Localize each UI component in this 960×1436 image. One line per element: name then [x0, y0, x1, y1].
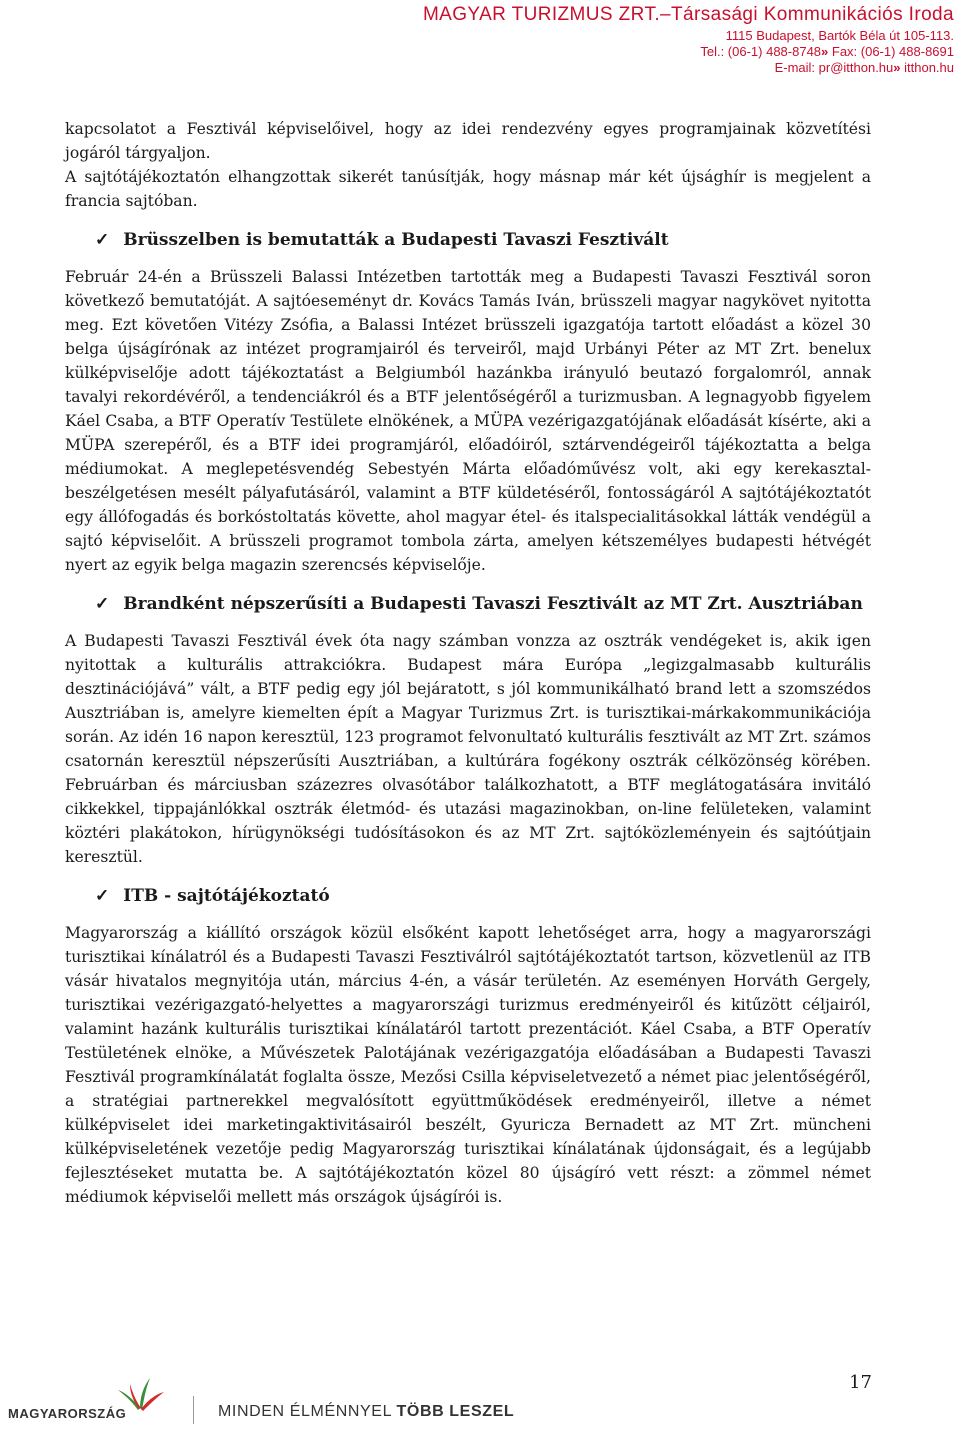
footer-country: MAGYARORSZÁG — [8, 1406, 127, 1421]
paragraph-intro-2: A sajtótájékoztatón elhangzottak sikerét tanúsítják, hogy másnap már két újsághír is megjelent a francia sajtóban. — [65, 168, 871, 210]
checkmark-icon: ✓ — [95, 230, 110, 250]
letterhead-phone: Tel.: (06-1) 488-8748» Fax: (06-1) 488-8691 — [700, 44, 954, 59]
document-body — [65, 117, 871, 1209]
footer-divider — [193, 1396, 194, 1424]
page-number: 17 — [849, 1372, 872, 1393]
paragraph-austria: A Budapesti Tavaszi Fesztivál évek óta nagy számban vonzza az osztrák vendégeket is, akik igen nyitottak a kulturális attrakciókra. Budapest mára Európa „legizgalmasabb kulturális desztinációjává” vált, a BTF pedig egy jól bejáratott, s jól kommunikálható brand lett a szomszédos Ausztriában is, amelyre kiemelten épít a Magyar Turizmus Zrt. is turisztikai-márkakommunikációja során. Az idén 16 napon keresztül, 123 programot felvonultató kulturális fesztivált az MT Zrt. számos csatornán keresztül népszerűsíti Ausztriában, a kultúrára fogékony osztrák célközönség körében. Februárban és márciusban százezres olvasótábor találkozhatott, a BTF meglátogatására invitáló cikkekkel, tippajánlókkal osztrák életmód- és utazási magazinokban, on-line felületeken, valamint köztéri plakátokon, hírügynökségi tudósításokon és az MT Zrt. sajtóközleményein és sajtóútjain keresztül. — [65, 632, 871, 866]
paragraph-intro: kapcsolatot a Fesztivál képviselőivel, hogy az idei rendezvény egyes programjainak közvetítési jogáról tárgyaljon. — [65, 120, 871, 162]
department-name: Társasági Kommunikációs Iroda — [671, 4, 954, 25]
paragraph-itb: Magyarország a kiállító országok közül elsőként kapott lehetőséget arra, hogy a magyarországi turisztikai kínálatról és a Budapesti Tavaszi Fesztiválról sajtótájékoztatót tartson, közvetlenül az ITB vásár hivatalos megnyitója után, március 4-én, a vásár területén. Az eseményen Horváth Gergely, turisztikai vezérigazgató-helyettes a magyarországi turizmus eredményeiről és kitűzött céljairól, valamint hazánk kulturális turisztikai kínálatáról tartott prezentációt. Káel Csaba, a BTF Operatív Testületének elnöke, a Művészetek Palotájának vezérigazgatója előadásában a Budapesti Tavaszi Fesztivál programkínálatát foglalta össze, Mezősi Csilla képviseletvezető a német piac jelentőségéről, a stratégiai partnerekkel megvalósított együttműködések eredményeiről, illetve a német külképviselet idei marketingaktivitásairól beszélt, Gyuricza Bernadett az MT Zrt. müncheni külképviseletének vezetője pedig Magyarország turisztikai kínálatának újdonságait, és a legújabb fejlesztéseket mutatta be. A sajtótájékoztatón közel 80 újságíró vett részt: a zömmel német médiumok képviselői mellett más országok újságírói is. — [65, 924, 871, 1206]
web-link[interactable]: itthon.hu — [904, 60, 954, 75]
checkmark-icon: ✓ — [95, 886, 110, 906]
section-heading-itb: ✓ ITB - sajtótájékoztató — [95, 886, 330, 906]
checkmark-icon: ✓ — [95, 594, 110, 614]
letterhead-email: E-mail: pr@itthon.hu» itthon.hu — [774, 60, 954, 75]
paragraph-brussels: Február 24-én a Brüsszeli Balassi Intézetben tartották meg a Budapesti Tavaszi Fesztivál soron következő bemutatóját. A sajtóeseményt dr. Kovács Tamás Iván, brüsszeli magyar nagykövet nyitotta meg. Ezt követően Vitézy Zsófia, a Balassi Intézet brüsszeli igazgatója tartott előadást a közel 30 belga újságírónak az intézet programjairól és terveiről, majd Urbányi Péter az MT Zrt. benelux külképviselője adott tájékoztatást a Belgiumból hazánkba irányuló beutazó forgalomról, annak tavalyi rekordévéről, a tendenciákról és a BTF jelentőségéről a turizmusban. A legnagyobb figyelem Káel Csaba, a BTF Operatív Testülete elnökének, a MÜPA vezérigazgatójának előadását kísérte, aki a MÜPA szerepéről, és a BTF idei programjáról, előadóiról, sztárvendégeiről tájékoztatta a belga médiumokat. A meglepetésvendég Sebestyén Márta előadóművész volt, aki egy kerekasztal-beszélgetésen mesélt pályafutásáról, valamint a BTF küldetéséről, fontosságáról A sajtótájékoztatót egy állófogadás és borkóstoltatás követte, ahol magyar étel- és italspecialitásokkal látták vendégül a sajtó képviselőit. A brüsszeli programot tombola zárta, amelyen kétszemélyes budapesti hétvégét nyert az egyik belga magazin szerencsés képviselője. — [65, 268, 871, 574]
section-heading-brussels: ✓ Brüsszelben is bemutatták a Budapesti Tavaszi Fesztivált — [95, 230, 669, 250]
email-link[interactable]: E-mail: pr@itthon.hu — [774, 60, 894, 75]
letterhead-address: 1115 Budapest, Bartók Béla út 105-113. — [725, 28, 954, 43]
section-heading-austria: ✓ Brandként népszerűsíti a Budapesti Tavaszi Fesztivált az MT Zrt. Ausztriában — [95, 594, 863, 614]
footer — [0, 1370, 960, 1436]
footer-slogan: MINDEN ÉLMÉNNYEL TÖBB LESZEL — [218, 1403, 515, 1420]
letterhead-brand: MAGYAR TURIZMUS ZRT.–Társasági Kommunikációs Iroda — [422, 4, 954, 25]
company-name: MAGYAR TURIZMUS ZRT. — [422, 4, 661, 25]
letterhead — [423, 2, 954, 76]
